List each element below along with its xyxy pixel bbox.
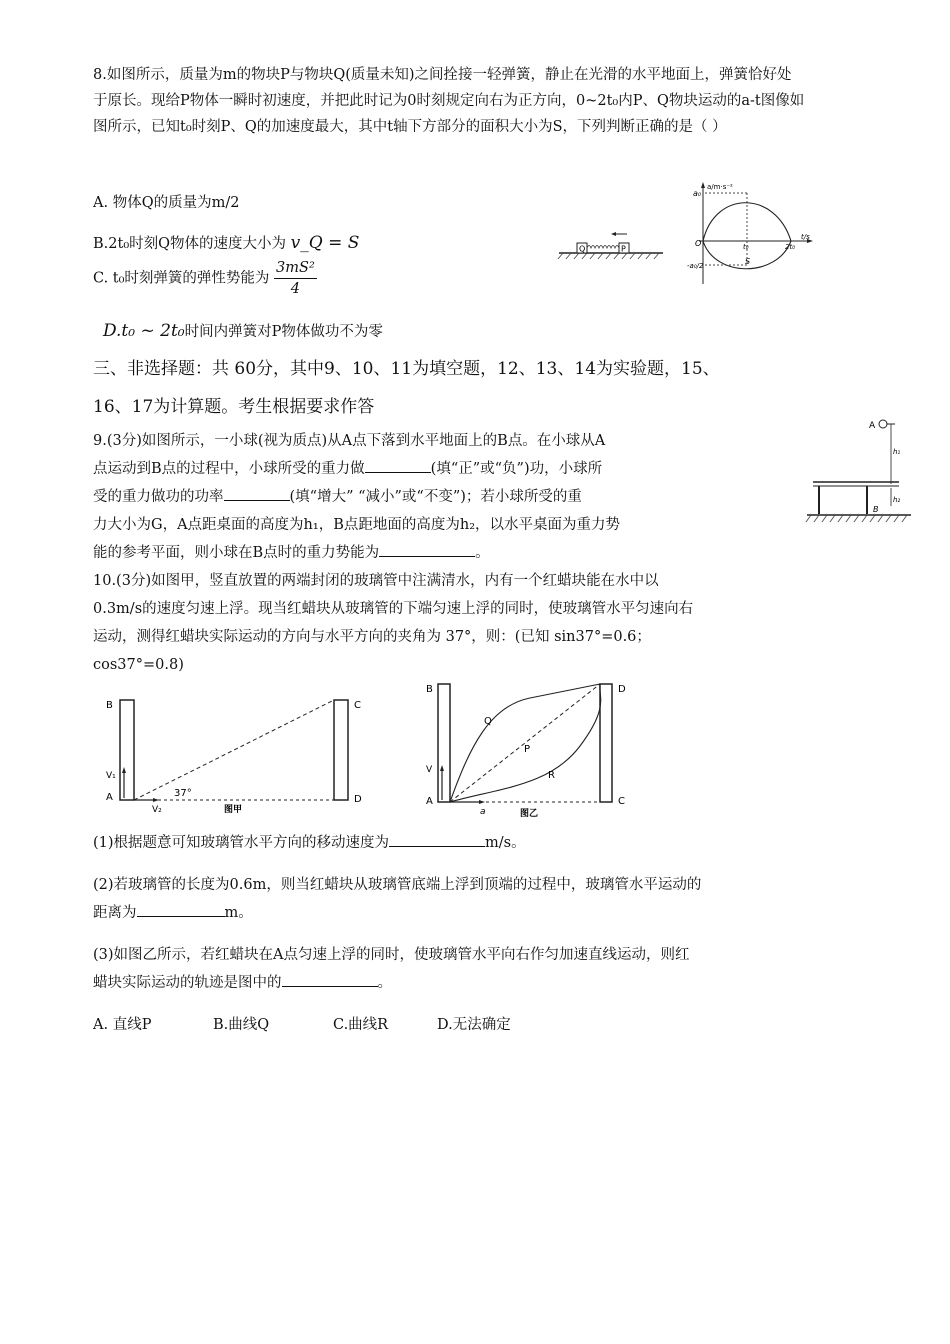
q8-option-c-text: C. t₀时刻弹簧的弹性势能为 bbox=[93, 270, 270, 287]
fig1-caption: 图甲 bbox=[224, 805, 243, 815]
block-q-label: Q bbox=[579, 244, 586, 254]
section-heading-line2: 16、17为计算题。考生根据要求作答 bbox=[93, 397, 375, 417]
q8-option-b-formula: v_Q = S bbox=[290, 233, 360, 253]
h2-label: h₂ bbox=[893, 496, 901, 504]
t0-label: t₀ bbox=[743, 243, 749, 251]
q9-line3: 受的重力做功的功率 (填“增大” “减小”或“不变”)；若小球所受的重 bbox=[93, 484, 805, 510]
q8-option-c-denominator: 4 bbox=[290, 281, 301, 297]
q10-line4: cos37°=0.8) bbox=[93, 657, 184, 673]
neg-a0-label: -a₀/2 bbox=[687, 262, 704, 270]
q9-line4: 力大小为G，A点距桌面的高度为h₁，B点距地面的高度为h₂，以水平桌面为重力势 bbox=[93, 517, 621, 533]
a0-label: a₀ bbox=[693, 189, 702, 198]
q9-line5: 能的参考平面，则小球在B点时的重力势能为 。 bbox=[93, 540, 805, 566]
fig1-label-c: C bbox=[354, 700, 361, 711]
ground-hatch bbox=[558, 253, 659, 259]
q9-line1: 9.(3分)如图所示，一小球(视为质点)从A点下落到水平地面上的B点。在小球从A bbox=[93, 433, 606, 449]
q9-blank-3[interactable] bbox=[379, 540, 475, 557]
fig2-tube-right bbox=[600, 684, 612, 802]
q10-figure-jia bbox=[100, 688, 370, 818]
fig2-label-q: Q bbox=[484, 716, 492, 727]
choice-b[interactable]: B.曲线Q bbox=[213, 1017, 270, 1033]
area-s-label: S bbox=[745, 257, 751, 266]
fig1-label-b: B bbox=[106, 700, 113, 711]
q9-figure bbox=[803, 412, 915, 524]
t-axis-label: t/s bbox=[801, 233, 810, 241]
ball bbox=[879, 420, 887, 428]
choice-d[interactable]: D.无法确定 bbox=[437, 1017, 511, 1033]
choice-a[interactable]: A. 直线P bbox=[93, 1017, 152, 1033]
q8-option-a: A. 物体Q的质量为m/2 bbox=[93, 195, 240, 211]
fig1-label-v2: V₂ bbox=[152, 805, 162, 815]
q10-line1: 10.(3分)如图甲，竖直放置的两端封闭的玻璃管中注满清水，内有一个红蜡块能在水中以 bbox=[93, 573, 659, 589]
q8-option-c bbox=[93, 258, 317, 299]
q8-figure bbox=[555, 180, 820, 288]
q10-line3: 运动，测得红蜡块实际运动的方向与水平方向的夹角为 37°，则：(已知 sin37°=0.6； bbox=[93, 629, 651, 645]
fig2-label-accel: a bbox=[480, 807, 486, 817]
origin-label: O bbox=[695, 239, 702, 248]
fig1-diagonal bbox=[134, 700, 334, 800]
fig2-label-v: V bbox=[426, 765, 433, 775]
q10-sub2-line1: (2)若玻璃管的长度为0.6m，则当红蜡块从玻璃管底端上浮到顶端的过程中，玻璃管水平运动的 bbox=[93, 877, 702, 893]
fig1-label-d: D bbox=[354, 794, 362, 805]
path-p bbox=[450, 684, 600, 802]
q8-option-d-formula: D.t₀ ~ 2t₀ bbox=[103, 321, 185, 341]
fig2-tube-left bbox=[438, 684, 450, 802]
fig2-label-c: C bbox=[618, 796, 625, 807]
a-axis-label: a/m·s⁻² bbox=[707, 183, 733, 191]
q8-stem: 8.如图所示，质量为m的物块P与物块Q(质量未知)之间拴接一轻弹簧，静止在光滑的水平地面上，弹簧恰好处于原长。现给P物体一瞬时初速度，并把此时记为0时刻规定向右为正方向，0~2t₀内P、Q物块运动的a-t图像如图所示，已知t₀时刻P、Q的加速度最大，其中t轴下方部分的面积大小为S，下列判断正确的是（ ） bbox=[93, 67, 805, 135]
fig2-label-d: D bbox=[618, 684, 626, 695]
point-a-label: A bbox=[869, 421, 876, 431]
fig2-label-b: B bbox=[426, 684, 433, 695]
q10-blank-2[interactable] bbox=[137, 900, 225, 917]
q8-option-d-text: 时间内弹簧对P物体做功不为零 bbox=[184, 324, 383, 340]
q10-blank-3[interactable] bbox=[282, 970, 378, 987]
fig1-label-a: A bbox=[106, 792, 113, 803]
fig2-label-r: R bbox=[548, 770, 555, 781]
q9-blank-1[interactable] bbox=[365, 456, 431, 473]
q8-option-d bbox=[103, 318, 815, 345]
fig1-label-v1: V₁ bbox=[106, 771, 116, 781]
fig2-label-a: A bbox=[426, 796, 433, 807]
velocity-arrowhead bbox=[611, 232, 616, 236]
fig2-label-p: P bbox=[524, 744, 531, 755]
fig2-caption: 图乙 bbox=[520, 809, 539, 819]
q10-sub2-line2: 距离为 m。 bbox=[93, 900, 805, 926]
q10-sub3-line1: (3)如图乙所示，若红蜡块在A点匀速上浮的同时，使玻璃管水平向右作匀加速直线运动，则红 bbox=[93, 947, 690, 963]
h1-label: h₁ bbox=[893, 448, 901, 456]
2t0-label: 2t₀ bbox=[785, 243, 796, 251]
q9-line2: 点运动到B点的过程中，小球所受的重力做 (填“正”或“负”)功，小球所 bbox=[93, 456, 805, 482]
point-b-label: B bbox=[873, 505, 879, 514]
tube-left bbox=[120, 700, 134, 800]
q10-sub1: (1)根据题意可知玻璃管水平方向的移动速度为 m/s。 bbox=[93, 830, 805, 856]
q8-option-b-text: B.2t₀时刻Q物体的速度大小为 bbox=[93, 236, 287, 252]
q10-blank-1[interactable] bbox=[389, 830, 485, 847]
choice-c[interactable]: C.曲线R bbox=[333, 1017, 389, 1033]
block-p-label: P bbox=[621, 244, 626, 254]
tube-right bbox=[334, 700, 348, 800]
q8-option-c-numerator: 3mS² bbox=[274, 258, 317, 279]
q10-sub3-line2: 蜡块实际运动的轨迹是图中的 。 bbox=[93, 970, 805, 996]
spring bbox=[587, 246, 619, 249]
section-heading-line1: 三、非选择题：共 60分，其中9、10、11为填空题，12、13、14为实验题，15、 bbox=[93, 359, 720, 379]
q10-line2: 0.3m/s的速度匀速上浮。现当红蜡块从玻璃管的下端匀速上浮的同时，使玻璃管水平匀速向右 bbox=[93, 601, 694, 617]
fig1-angle-label: 37° bbox=[174, 788, 192, 799]
q8-option-c-fraction bbox=[274, 258, 317, 299]
q10-figure-yi bbox=[420, 676, 640, 820]
q9-blank-2[interactable] bbox=[224, 484, 290, 501]
